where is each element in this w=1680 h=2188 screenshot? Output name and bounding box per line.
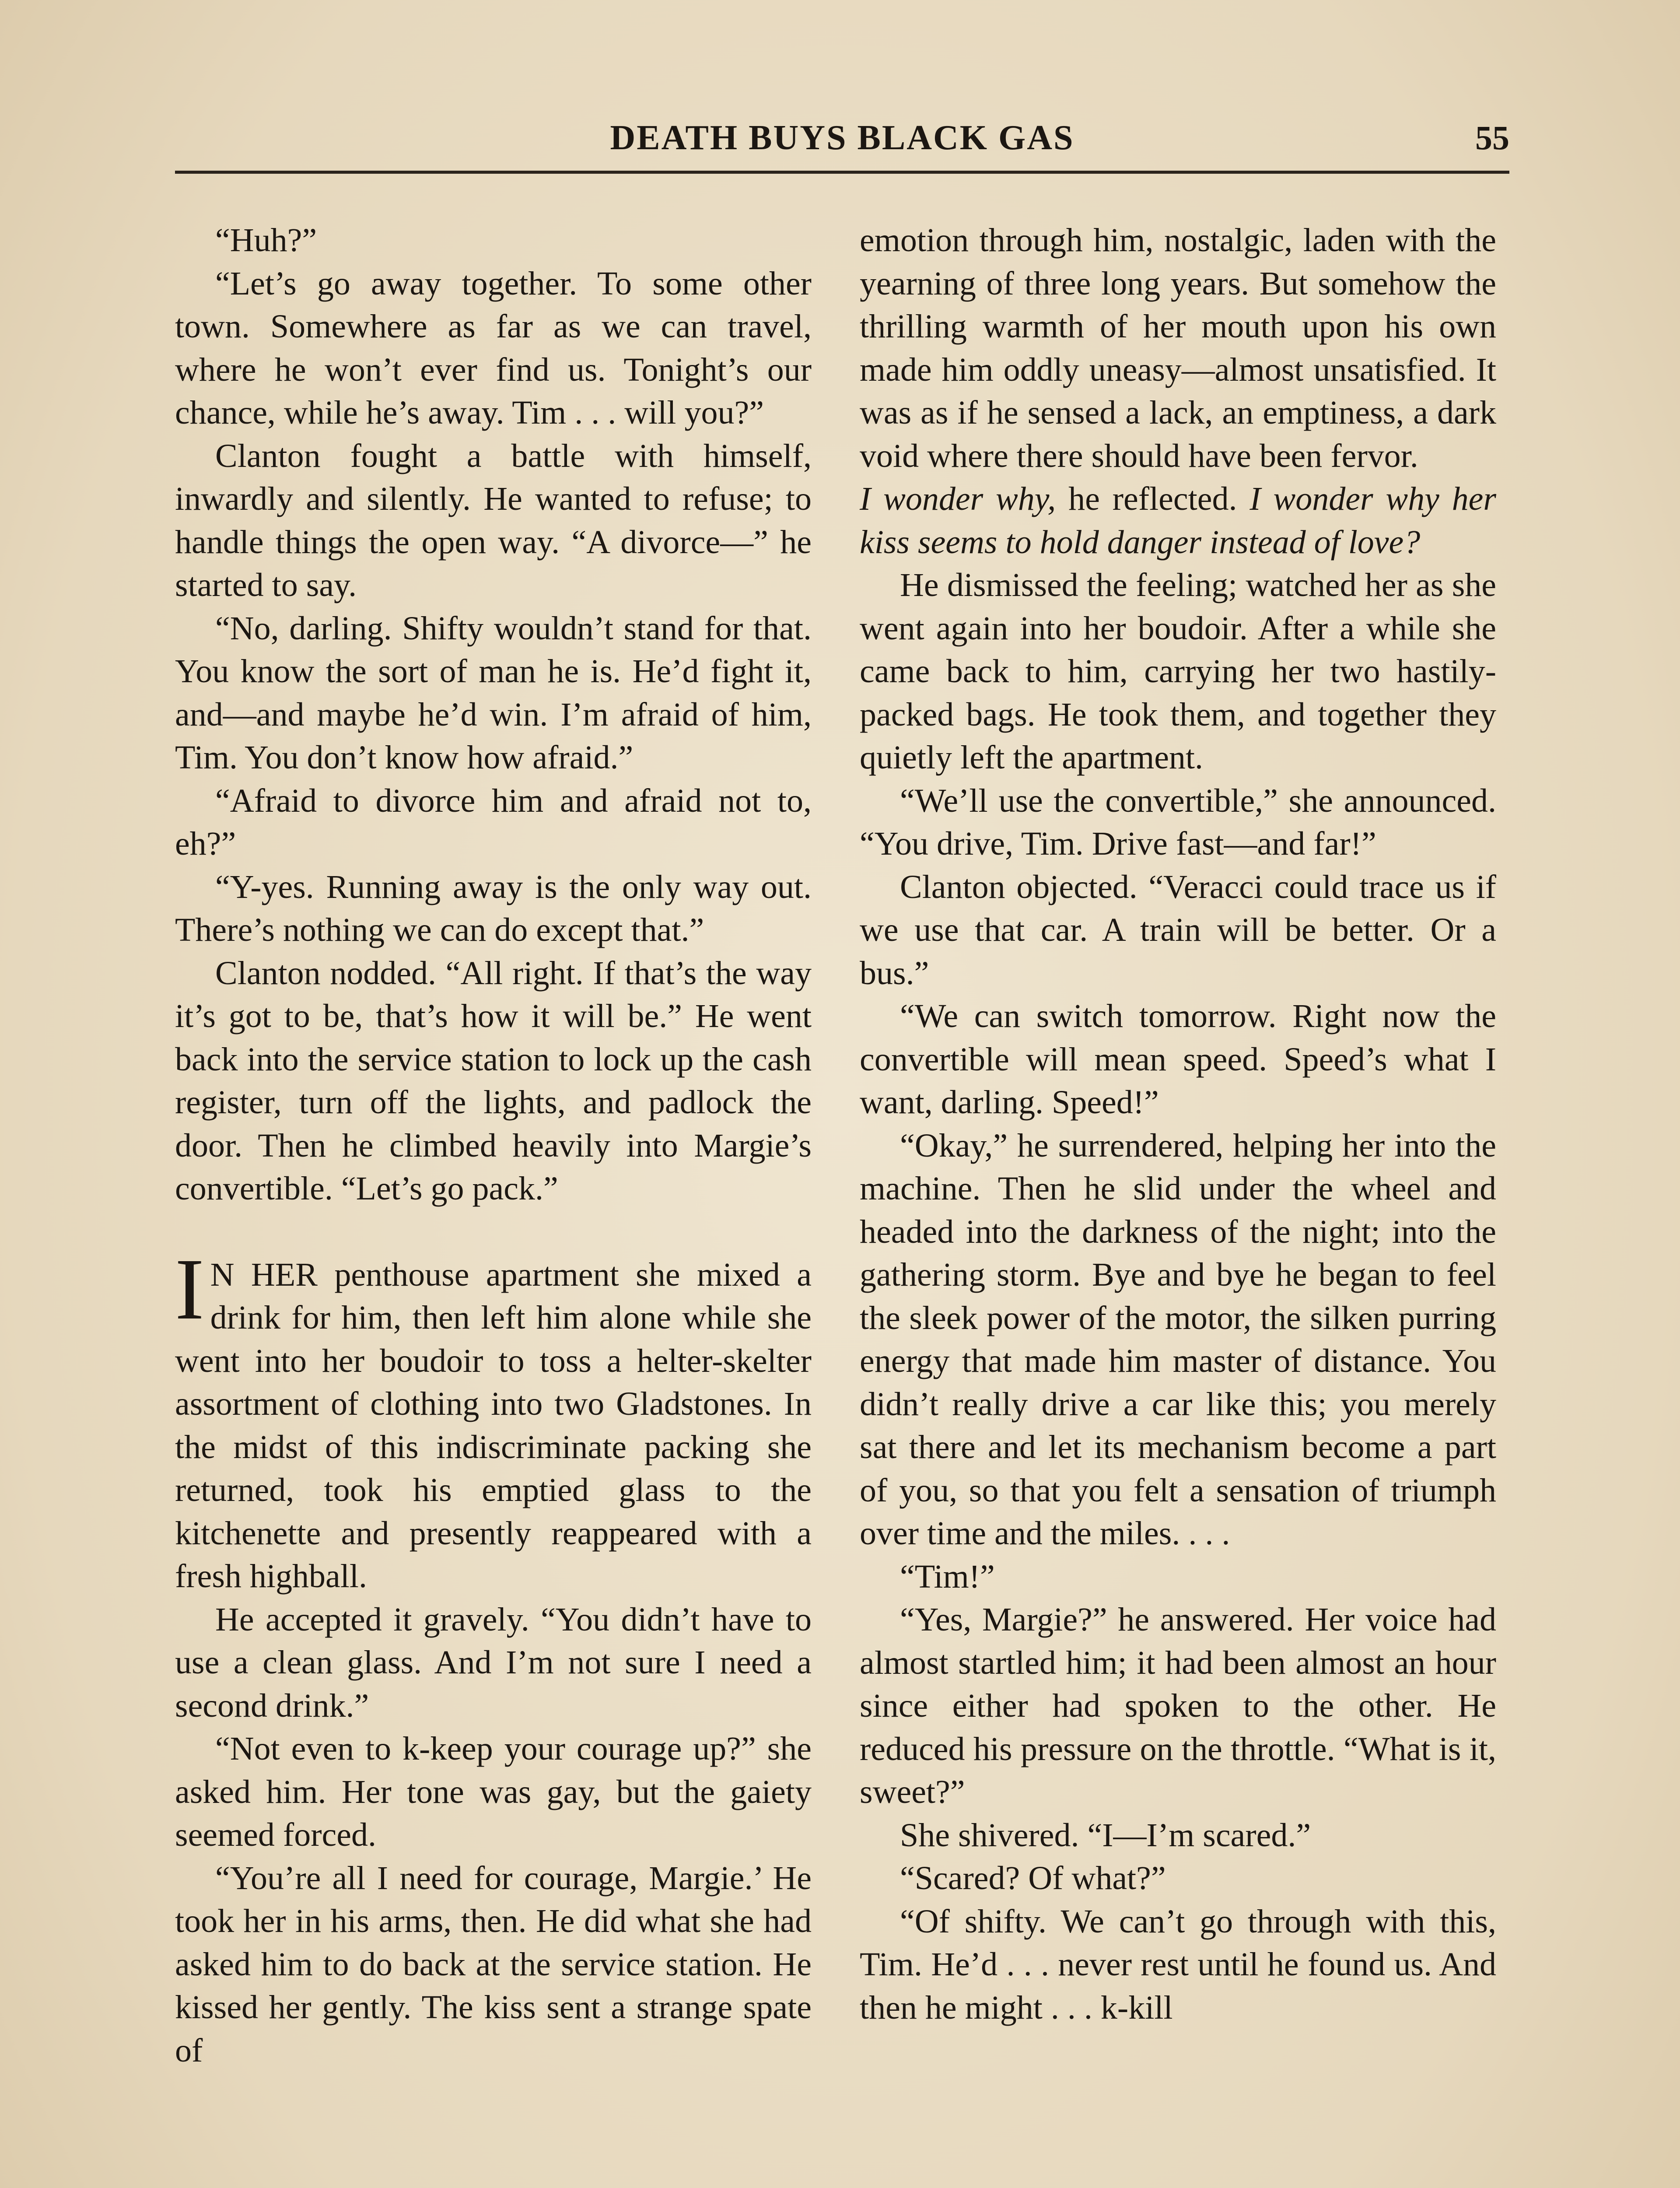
paragraph: “No, darling. Shifty wouldn’t stand for that. You know the sort of man he is. He’d fight it, and—and maybe he’d win. I’m afraid of him, Tim. You don’t know how afraid.” — [175, 610, 812, 776]
paragraph: “We can switch tomorrow. Right now the convertible will mean speed. Speed’s what I want, darling. Speed!” — [860, 998, 1496, 1121]
italic-thought: I wonder why, — [860, 480, 1056, 517]
running-title: DEATH BUYS BLACK GAS — [610, 119, 1074, 157]
paragraph: “You’re all I need for courage, Margie.’ He took her in his arms, then. He did what she had asked him to do back at the service station. He kissed her gently. The kiss sent a strange spate of — [175, 1859, 812, 2069]
paragraph: “We’ll use the convertible,” she announced. “You drive, Tim. Drive fast—and far!” — [860, 782, 1496, 862]
paragraph: Clanton objected. “Veracci could trace us if we use that car. A train will be better. Or a bus.” — [860, 868, 1496, 992]
paragraph: “Huh?” — [215, 222, 317, 259]
paragraph: Clanton fought a battle with himself, inwardly and silently. He wanted to refuse; to handle things the open way. “A divorce—” he started to say. — [175, 437, 812, 603]
paragraph: “Let’s go away together. To some other town. Somewhere as far as we can travel, where he won’t ever find us. Tonight’s our chance, while he’s away. Tim . . . will you?” — [175, 265, 812, 431]
section-opening-text: N HER penthouse apartment she mixed a drink for him, then left him alone while she went into her boudoir to toss a helter-skelter assortment of clothing into two Gladstones. In the midst of this indiscriminate packing she returned, took his emptied glass to the kitchenette and presently reappeared with a fresh highball. — [175, 1256, 812, 1595]
paragraph: He dismissed the feeling; watched her as she went again into her boudoir. After a while she came back to him, carrying her two hastily-packed bags. He took them, and together they quietly left the apartment. — [860, 567, 1496, 776]
paragraph: “Not even to k-keep your courage up?” she asked him. Her tone was gay, but the gaiety seemed forced. — [175, 1730, 812, 1853]
paragraph: “Yes, Margie?” he answered. Her voice had almost startled him; it had been almost an hour since either had spoken to the other. He reduced his pressure on the throttle. “What is it, sweet?” — [860, 1601, 1496, 1810]
left-column — [175, 219, 812, 2072]
paragraph: emotion through him, nostalgic, laden with the yearning of three long years. But somehow the thrilling warmth of her mouth upon his own made him oddly uneasy—almost unsatisfied. It was as if he sensed a lack, an emptiness, a dark void where there should have been fervor. — [860, 222, 1496, 474]
paragraph: Clanton nodded. “All right. If that’s the way it’s got to be, that’s how it will be.” He went back into the service station to lock up the cash register, turn off the lights, and padlock the door. Then he climbed heavily into Margie’s convertible. “Let’s go pack.” — [175, 954, 812, 1207]
italic-thought: I wonder why her kiss seems to hold danger instead of love? — [860, 480, 1496, 561]
paragraph: “Of shifty. We can’t go through with this, Tim. He’d . . . never rest until he found us. And then he might . . . k-kill — [860, 1903, 1496, 2026]
italic-thought-paragraph — [860, 477, 1496, 564]
paragraph: “Scared? Of what?” — [900, 1860, 1166, 1897]
header-rule — [175, 171, 1509, 174]
paragraph-text: he reflected. — [1056, 480, 1250, 517]
right-column — [860, 219, 1496, 2029]
paragraph: He accepted it gravely. “You didn’t have to use a clean glass. And I’m not sure I need a second drink.” — [175, 1601, 812, 1724]
paragraph: “Afraid to divorce him and afraid not to, eh?” — [175, 782, 812, 862]
drop-cap: I — [175, 1241, 204, 1338]
page-number: 55 — [1475, 119, 1509, 157]
section-opening-paragraph — [175, 1241, 812, 1598]
paragraph: “Okay,” he surrendered, helping her into the machine. Then he slid under the wheel and headed into the darkness of the night; into the gathering storm. Bye and bye he began to feel the sleek power of the motor, the silken purring energy that made him master of distance. You didn’t really drive a car like this; you merely sat there and let its mechanism become a part of you, so that you felt a sensation of triumph over time and the miles. . . . — [860, 1127, 1496, 1552]
running-header — [175, 118, 1509, 171]
paragraph: “Y-yes. Running away is the only way out. There’s nothing we can do except that.” — [175, 868, 812, 948]
paragraph: “Tim!” — [900, 1558, 995, 1595]
paragraph: She shivered. “I—I’m scared.” — [900, 1816, 1311, 1854]
